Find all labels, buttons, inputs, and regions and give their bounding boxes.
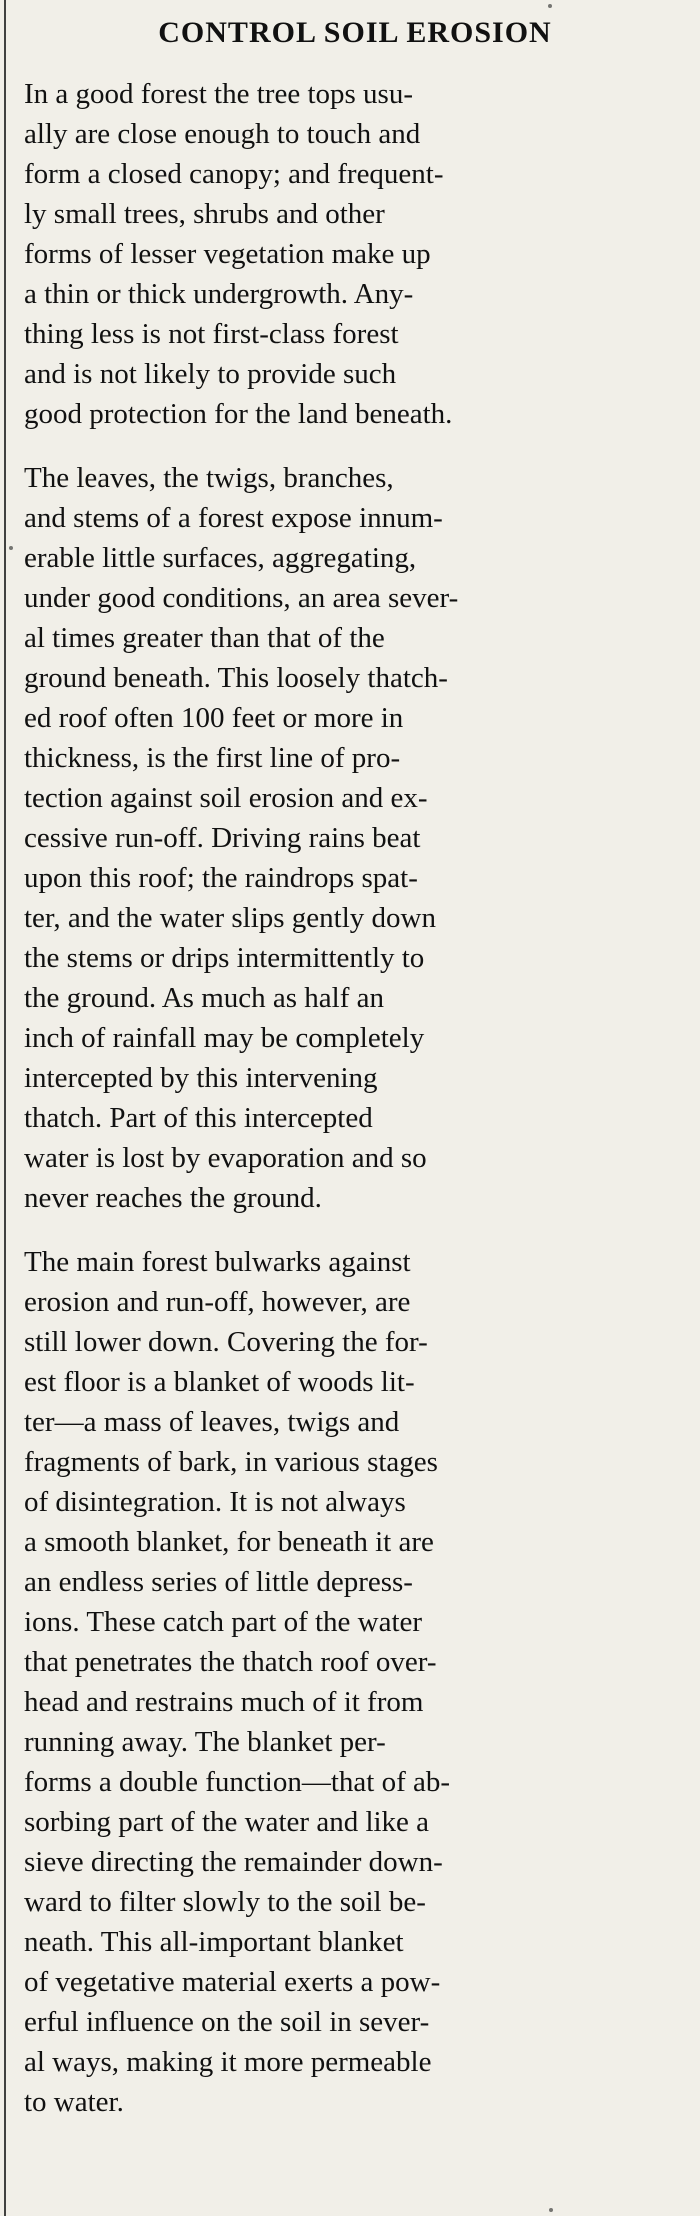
print-speck [9,546,13,550]
column-rule [4,0,6,2216]
paragraph-2: The leaves, the twigs, branches, and stems of a forest expose innum- erable little surfaces, aggregating, under good conditions, an area sever- al times greater than that of the ground beneath. This loosely thatch- ed roof often 100 feet or more in thickness, is the first line of pro- tection against soil erosion and ex- cessive run-off. Driving rains beat upon this roof; the raindrops spat- ter, and the water slips gently down the stems or drips intermittently to the ground. As much as half an inch of rainfall may be completely intercepted by this intervening thatch. Part of this intercepted water is lost by evaporation and so never reaches the ground. [24,462,459,1214]
headline: CONTROL SOIL EROSION [158,16,552,49]
paragraph-1: In a good forest the tree tops usu- ally are close enough to touch and form a closed canopy; and frequent- ly small trees, shrubs and other forms of lesser vegetation make up a thin or thick undergrowth. Any- thing less is not first-class forest and is not likely to provide such good protection for the land beneath. [24,78,453,430]
article-column [24,18,686,2122]
print-speck [549,2208,553,2212]
paragraph-3: The main forest bulwarks against erosion and run-off, however, are still lower down. Covering the for- est floor is a blanket of woods lit- ter—a mass of leaves, twigs and fragments of bark, in various stages of disintegration. It is not always a smooth blanket, for beneath it are an endless series of little depress- ions. These catch part of the water that penetrates the thatch roof over- head and restrains much of it from running away. The blanket per- forms a double function—that of ab- sorbing part of the water and like a sieve directing the remainder down- ward to filter slowly to the soil be- neath. This all-important blanket of vegetative material exerts a pow- erful influence on the soil in sever- al ways, making it more permeable to water. [24,1246,451,2118]
print-speck [548,4,552,8]
